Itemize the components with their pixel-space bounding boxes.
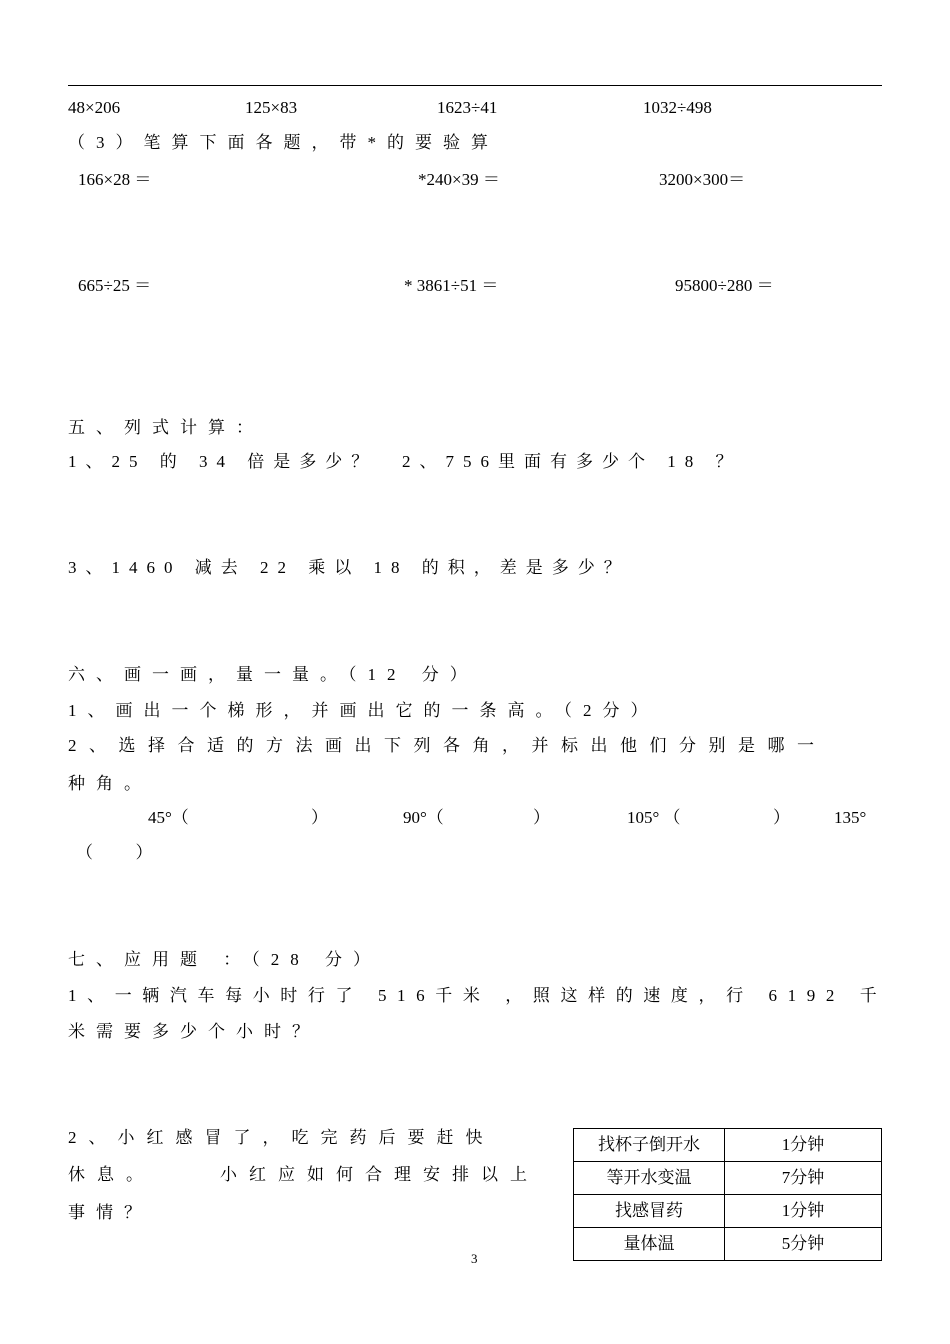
section-7-q2-line2: 休息。 小红应如何合理安排以上 (68, 1165, 539, 1184)
table-row (574, 1129, 882, 1162)
table-cell-task: 找感冒药 (574, 1195, 725, 1228)
angle-105-close: ） (773, 808, 790, 827)
table-cell-task: 等开水变温 (574, 1162, 725, 1195)
exercise-166x28: 166×28 ＝ (78, 170, 152, 189)
section-5-heading: 五、列式计算： (68, 418, 264, 437)
section-7-q2-line3: 事情？ (68, 1203, 152, 1222)
table-cell-task: 量体温 (574, 1228, 725, 1261)
table-row (574, 1195, 882, 1228)
header-rule (68, 85, 882, 86)
section-6-q2-line1: 2、选择合适的方法画出下列各角，并标出他们分别是哪一 (68, 736, 827, 755)
section-7-q1-line2: 米需要多少个小时？ (68, 1022, 320, 1041)
exercise-3861div51: * 3861÷51 ＝ (404, 276, 499, 295)
exercise-240x39: *240×39 ＝ (418, 170, 500, 189)
angle-90-close: ） (533, 808, 550, 827)
angle-45-label: 45°（ (148, 808, 189, 827)
section-3-heading: （3）笔算下面各题，带*的要验算 (68, 133, 499, 152)
page-number: 3 (471, 1251, 478, 1266)
table-cell-time: 1分钟 (725, 1129, 882, 1162)
table-cell-task: 找杯子倒开水 (574, 1129, 725, 1162)
section-6-q2-line2: 种角。 (68, 774, 152, 793)
exercise-1623div41: 1623÷41 (437, 98, 498, 117)
section-6-q1: 1、画出一个梯形，并画出它的一条高。（2分） (68, 701, 659, 720)
exercise-1032div498: 1032÷498 (643, 98, 712, 117)
exercise-3200x300: 3200×300＝ (659, 170, 746, 189)
angle-45-close: ） (311, 808, 328, 827)
section-7-q1-line1: 1、一辆汽车每小时行了 516千米 ，照这样的速度，行 6192 千 (68, 986, 888, 1005)
angle-105-label: 105° （ (627, 808, 681, 827)
exercise-48x206: 48×206 (68, 98, 121, 117)
exercise-125x83: 125×83 (245, 98, 298, 117)
section-6-heading: 六、画一画，量一量。（12 分） (68, 665, 478, 684)
table-row (574, 1162, 882, 1195)
section-7-heading: 七、应用题 ：（28 分） (68, 950, 381, 969)
section-7-q2-line1: 2、小红感冒了，吃完药后要赶快 (68, 1128, 495, 1147)
table-cell-time: 1分钟 (725, 1195, 882, 1228)
exercise-95800div280: 95800÷280 ＝ (675, 276, 774, 295)
angle-135-label: 135° (834, 808, 867, 827)
table-cell-time: 7分钟 (725, 1162, 882, 1195)
task-time-table (573, 1128, 882, 1261)
angle-90-label: 90°（ (403, 808, 444, 827)
angle-135-blank: （ ） (76, 843, 153, 862)
section-5-q2: 2、756里面有多少个 18 ？ (402, 452, 742, 471)
section-5-q3: 3、1460 减去 22 乘以 18 的积，差是多少？ (68, 558, 630, 577)
table-row (574, 1228, 882, 1261)
exercise-665div25: 665÷25 ＝ (78, 276, 152, 295)
section-5-q1: 1、25 的 34 倍是多少？ (68, 452, 378, 471)
table-cell-time: 5分钟 (725, 1228, 882, 1261)
